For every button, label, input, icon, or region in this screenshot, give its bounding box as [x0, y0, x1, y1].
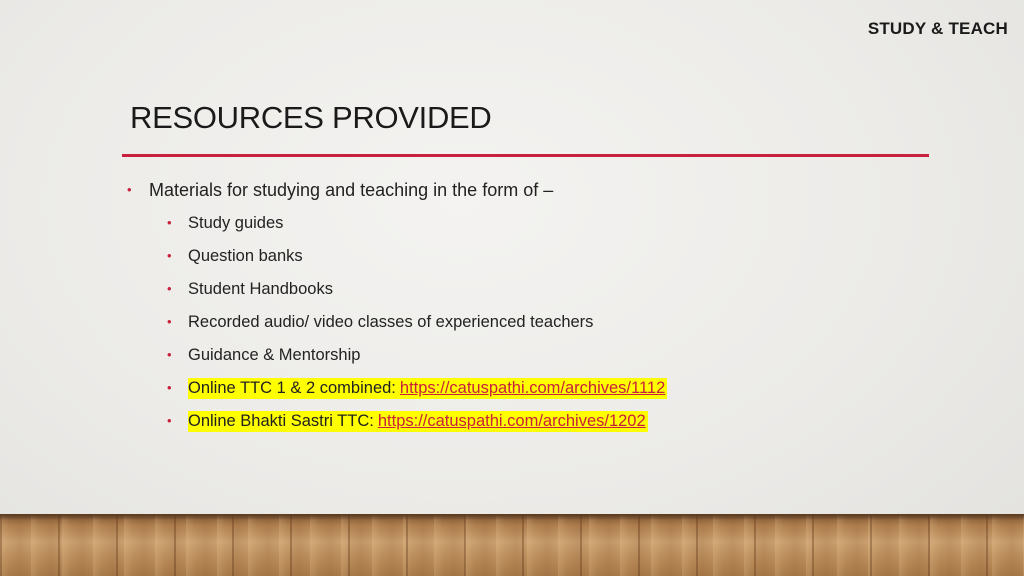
highlighted-entry — [188, 378, 667, 399]
bullet-icon: • — [167, 281, 172, 296]
list-item — [167, 310, 944, 343]
corner-title: STUDY & TEACH — [867, 19, 1008, 38]
slide-title: RESOURCES PROVIDED — [130, 100, 492, 135]
bullet-icon: • — [167, 215, 172, 230]
main-bullet-text: Materials for studying and teaching in the form of – — [149, 180, 554, 200]
list-item — [167, 343, 944, 376]
highlighted-entry — [188, 411, 648, 432]
subitem-text: Student Handbooks — [188, 280, 333, 298]
subitem-text: Guidance & Mentorship — [188, 346, 361, 364]
bullet-icon: • — [167, 380, 172, 395]
content-list — [127, 178, 944, 442]
list-item — [167, 376, 944, 409]
subitem-text: Question banks — [188, 247, 303, 265]
bhakti-sastri-link[interactable]: https://catuspathi.com/archives/1202 — [377, 412, 646, 430]
bullet-icon: • — [167, 413, 172, 428]
subitem-text: Recorded audio/ video classes of experienced teachers — [188, 313, 594, 331]
bullet-icon: • — [167, 347, 172, 362]
ttc-combined-link[interactable]: https://catuspathi.com/archives/1112 — [399, 379, 666, 397]
title-rule — [122, 154, 929, 157]
subitem-text: Study guides — [188, 214, 284, 232]
bullet-icon: • — [167, 314, 172, 329]
bhakti-sastri-label: Online Bhakti Sastri TTC: — [188, 412, 374, 430]
list-item — [127, 178, 944, 211]
list-item — [167, 211, 944, 244]
ttc-combined-label: Online TTC 1 & 2 combined: — [188, 379, 396, 397]
bullet-icon: • — [127, 182, 132, 197]
list-item — [167, 277, 944, 310]
list-item — [167, 244, 944, 277]
bullet-icon: • — [167, 248, 172, 263]
wood-floor — [0, 514, 1024, 576]
list-item — [167, 409, 944, 442]
